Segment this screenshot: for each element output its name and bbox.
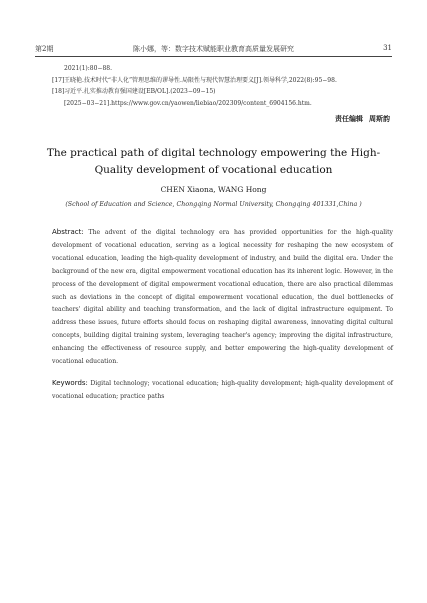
responsible-editor: [335, 114, 390, 124]
header-rule: [35, 56, 392, 57]
reference-text: 王晓艳.技术时代“非人化”管理思维的谬导性.局限性与现代智慧治理要义[J].领导科学,2022(8):95−98.: [64, 76, 337, 84]
reference-list: [52, 63, 392, 109]
editor-name: 周斯韵: [369, 115, 390, 123]
editor-label: 责任编辑: [335, 115, 363, 123]
keywords-text: Digital technology; vocational education; high-quality development; high-quality development of vocational education; practice paths: [52, 380, 393, 400]
reference-text: 习近平.扎实推动教育强国建设[EB/OL].(2023−09−15)[2025−03−21].https://www.gov.cn/yaowen/liebiao/202309/content_6904156.htm.: [64, 88, 312, 107]
reference-number: [17]: [52, 76, 65, 84]
abstract-paragraph: [52, 226, 393, 369]
issue-number: 第2期: [35, 45, 54, 53]
author-affiliation: (School of Education and Science, Chongqing Normal University, Chongqing 401331,China ): [65, 201, 362, 208]
article-title: The practical path of digital technology empowering the High-Quality development of vocational education: [46, 147, 381, 176]
abstract-text: The advent of the digital technology era has provided opportunities for the high-quality development of vocational education, serving as a logical necessity for reshaping the new ecosystem of vocational education, leading the high-quality development of industry, and build the digital era. Under the background of the new era, digital empowerment vocational education has its inherent logic. However, in the process of the development of digital empowerment vocational education, there are also practical dilemmas such as deviations in the concept of digital empowerment vocational education, the duel bottlenecks of teachers' digital ability and teaching transformation, and the lack of digital infrastructure equipment. To address these issues, future efforts should focus on reshaping digital awareness, innovating digital cultural concepts, building digital training system, leveraging teacher's agency; improving the digital infrastructure, enhancing the effectiveness of resource supply, and better empowering the high-quality development of vocational education.: [52, 229, 393, 366]
abstract-label: Abstract:: [52, 228, 84, 236]
running-title: 陈小娜，等：数字技术赋能职业教育高质量发展研究: [133, 45, 294, 53]
keywords-label: Keywords:: [52, 379, 88, 387]
reference-continuation: 2021(1):80−88.: [64, 65, 112, 72]
reference-item: [52, 75, 392, 87]
reference-number: [18]: [52, 88, 65, 95]
keywords-paragraph: [52, 377, 393, 404]
article-authors: CHEN Xiaona, WANG Hong: [160, 185, 267, 194]
reference-item: [52, 86, 392, 109]
page-number: 31: [383, 44, 392, 52]
